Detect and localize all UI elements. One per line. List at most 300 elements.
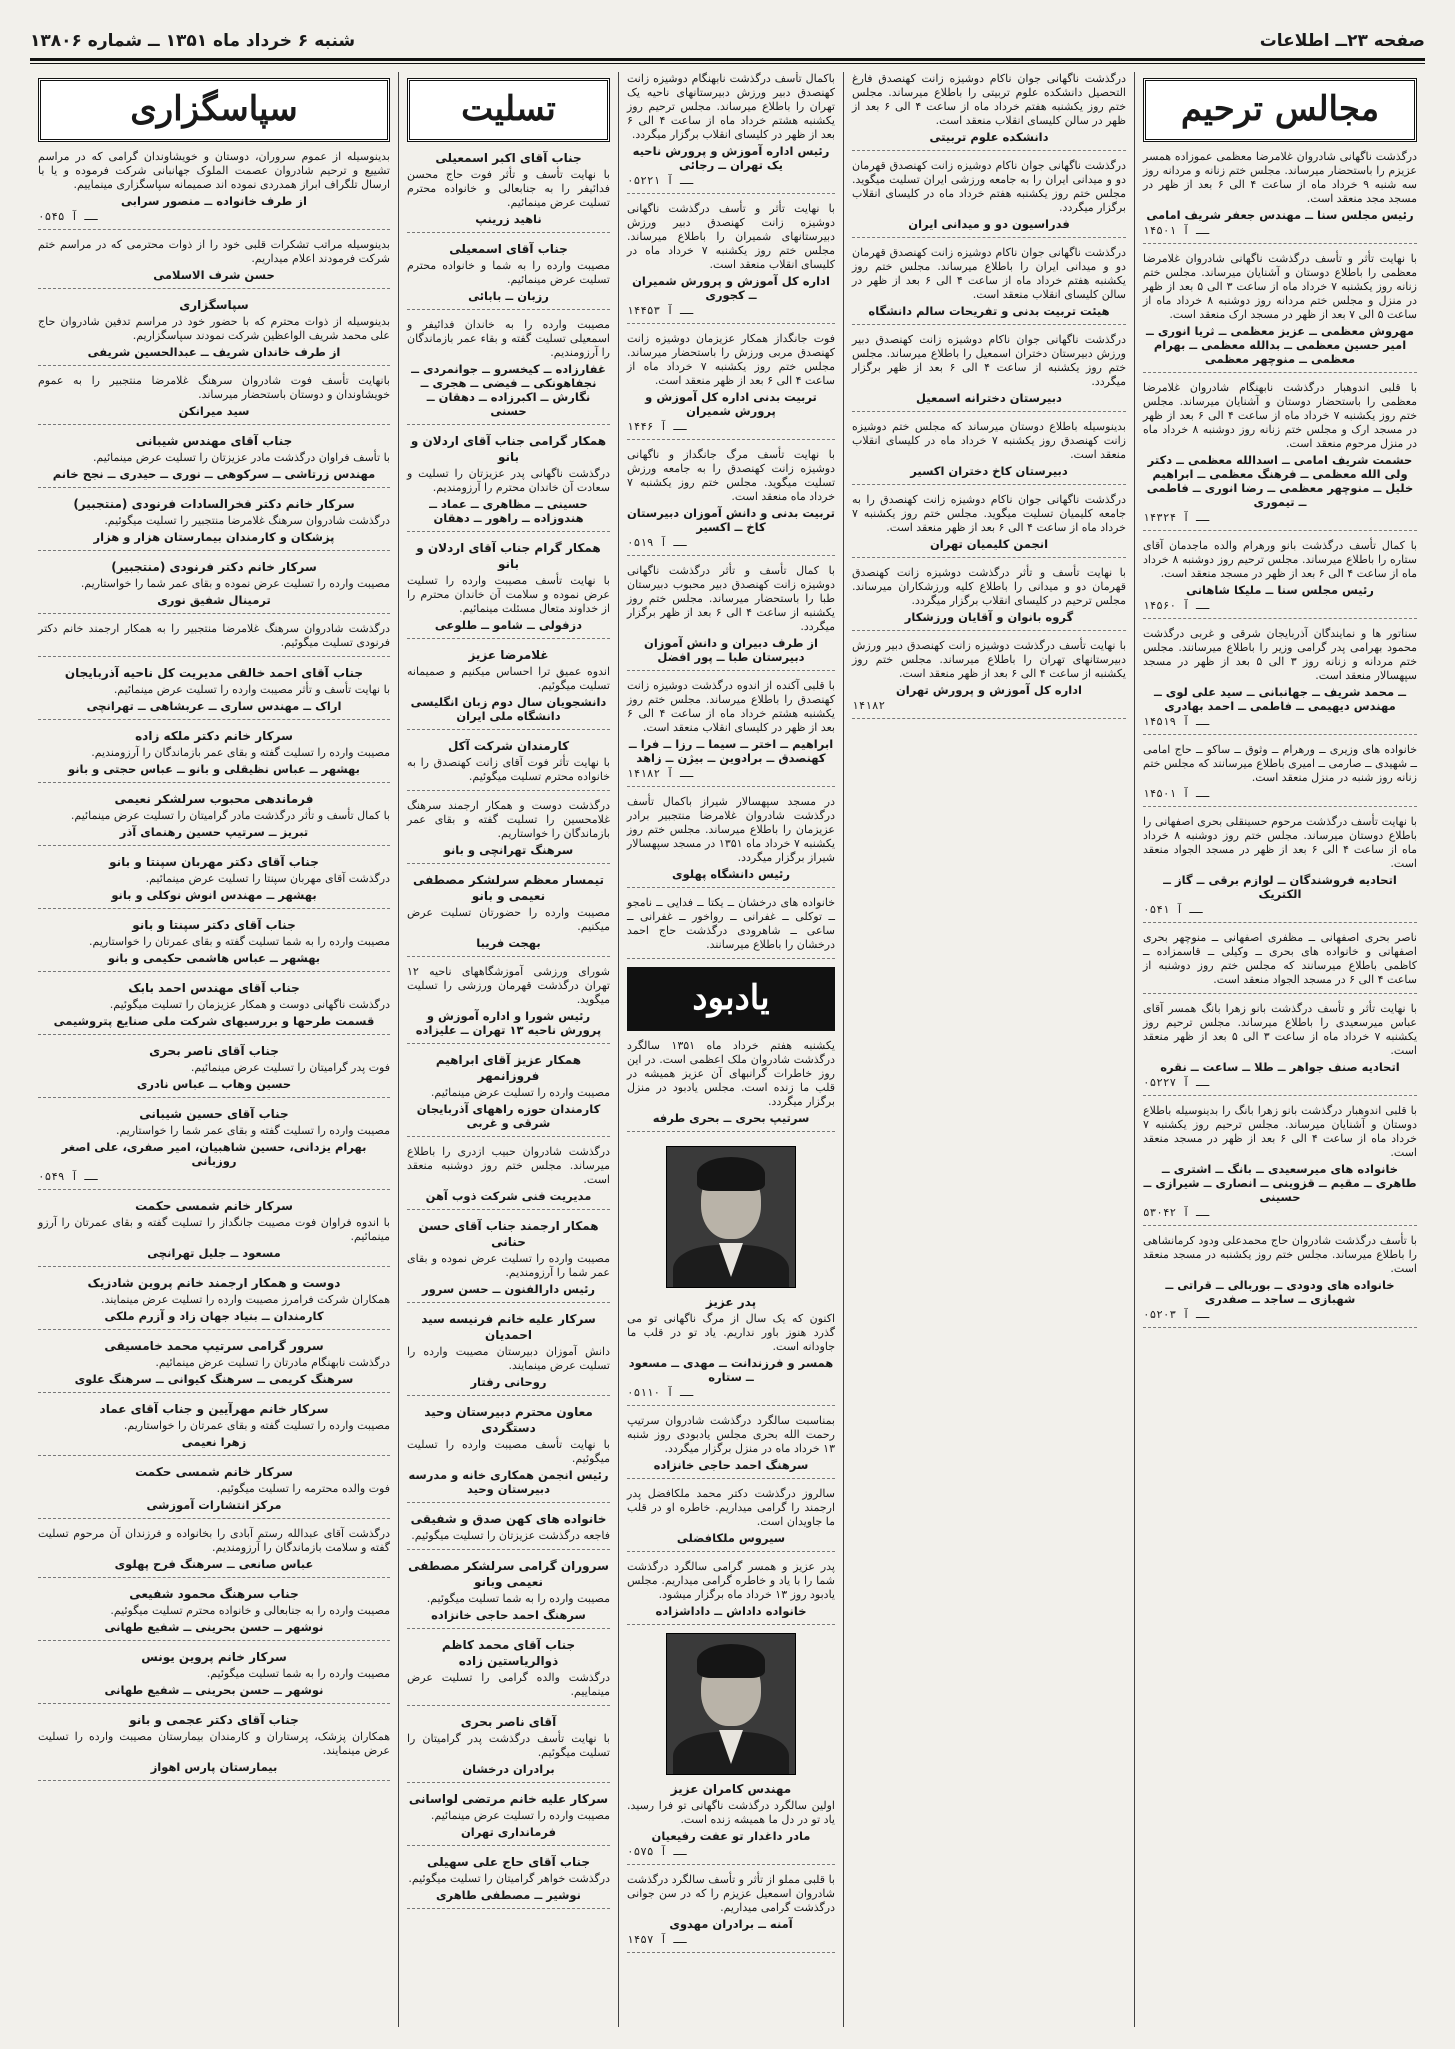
notice-title: تیمسار معظم سرلشکر مصطفی نعیمی و بانو [412,873,605,903]
notice-title: سرکار خانم مهرآیین و جناب آقای عماد [99,1402,329,1416]
columns-container [30,72,1425,2027]
notice-signature: حسن شرف الاسلامی [153,268,275,282]
memorial-photo-block [627,1140,835,1294]
column-condolences-a [843,72,1134,2027]
notice-item [852,493,1126,558]
notice-code: ۱۴۳۲۴ ــ آ [1143,511,1210,524]
notice-body: فوت جانگداز همکار عزیزمان دوشیزه زانت کهنصدق مربی ورزش را باستحضار میرساند. مجلس ختم روز یکشنبه ۷ خرداد ماه از ساعت ۴ الی ۶ بعد از ظهر منعقد است. [627,332,835,387]
notice-signature: رئیس انجمن همکاری خانه و مدرسه دبیرستان وحید [408,1468,609,1496]
notice-title: جناب آقای اکبر اسمعیلی [435,151,582,165]
notice-body: مصیبت وارده را به شما تسلیت میگوئیم. [426,1592,610,1605]
notice-item [627,896,835,959]
notice-body: درگذشت ناگهانی جوان ناکام دوشیزه زانت کهنصدق فارغ التحصیل دانشکده علوم تربیتی را باطلاع میرساند. مجلس ختم روز یکشنبه هفتم خرداد ماه از ساعت ۴ الی ۶ بعد از ظهر در سالن کلیسای انقلاب منعقد است. [852,72,1126,127]
notice-signature: دانشکده علوم تربیتی [929,130,1049,144]
notice-signature: مهندس زرتاشی ــ سرکوهی ــ نوری ــ حیدری ــ نجح خانم [52,467,376,481]
notice-item [38,980,390,1035]
notice-body: مصیبت وارده را حضورتان تسلیت عرض میکنیم. [407,906,610,933]
notice-body: با نهایت تأثر فوت آقای زانت کهنصدق را به خانواده محترم تسلیت میگوئیم. [407,756,610,783]
notice-signature: دانشجویان سال دوم زبان انگلیسی دانشگاه ملی ایران [410,695,607,723]
notice-body: پدر عزیز و همسر گرامی سالگرد درگذشت شما را با یاد و خاطره گرامی میداریم. مجلس یادبود روز ۱۳ خرداد ماه برگزار میشود. [627,1560,835,1601]
notice-body: دانش آموزان دبیرستان مصیبت وارده را تسلیت عرض مینمایند. [407,1345,610,1372]
notice-body: خانواده های درخشان ــ یکتا ــ فدایی ــ نامجو ــ توکلی ــ غفرانی ــ رواخور ــ غفرانی ــ ساعی ــ شاهرودی درگذشت حاج احمد درخشان را باطلاع میرسانند. [627,896,835,951]
notice-item [1143,381,1417,531]
notice-signature: پزشکان و کارمندان بیمارستان هزار و هزار [93,530,335,544]
notice-signature: سرهنگ احمد حاجی خانزاده [431,1608,586,1622]
notice-body: خانواده های وزیری ــ ورهرام ــ وثوق ــ ساکو ــ حاج امامی ــ شهیدی ــ صارمی ــ امیری باطلاع میرسانند که مجلس ختم زنانه روز شنبه در منزل منعقد است. [1143,743,1417,784]
section-banner-remembrance: یادبود [627,967,835,1031]
column-condolences [398,72,618,2027]
notice-code: ۱۴۱۸۲ ــ آ [627,767,694,780]
column-notices-memorial [618,72,843,2027]
notice-signature: تبریز ــ سرتیپ حسین رهنمای آذر [119,825,309,839]
notice-body: مصیبت وارده را تسلیت گفته و بقای عمرتان را خواستاریم. [123,1419,390,1432]
notice-signature: گروه بانوان و آقایان ورزشکار [904,610,1074,624]
header-rule [30,58,1425,61]
notice-code: ۱۴۵۶۰ ــ آ [1143,599,1210,612]
notice-item [38,622,390,657]
section-banner-memorial-services: مجالس ترحیم [1143,78,1417,142]
notice-body: مصیبت وارده را تسلیت عرض مینمائیم. [430,1086,610,1099]
notice-item [407,150,610,233]
notice-item [627,72,835,194]
notice-item [627,202,835,324]
notice-list [1143,150,1417,1328]
notice-signature: اتحادیه صنف جواهر ــ طلا ــ ساعت ــ نقره [1160,1060,1400,1074]
notice-item [407,1511,610,1550]
notice-body: درگذشت ناگهانی شادروان غلامرضا معظمی عموزاده همسر عزیزم را باستحضار میرساند. مجلس ختم زنانه و مردانه روز سه شنبه ۹ خرداد ماه از ساعت ۴ الی ۶ بعد از ظهر در مسجد مجد منعقد است. [1143,150,1417,205]
notice-title: جناب آقای دکتر سپنتا و بانو [132,918,296,932]
notice-item [852,566,1126,631]
notice-signature: دزفولی ــ شامو ــ طلوعی [434,618,583,632]
notice-item [407,1218,610,1303]
notice-code: ۰۵۲۰۳ ــ آ [1143,1308,1210,1321]
notice-list [407,150,610,1909]
notice-signature: نوشهر ــ حسن بحرینی ــ شفیع طهانی [104,1683,324,1697]
notice-item [407,1637,610,1706]
notice-title: دوست و همکار ارجمند خانم پروین شادزیک [87,1276,341,1290]
notice-title: جناب آقای دکتر مهربان سپنتا و بانو [109,855,319,869]
notice-title: سرکار خانم شمسی حکمت [135,1465,293,1479]
notice-signature: تربیت بدنی و دانش آموزان دبیرستان کاخ ــ اکسیر [626,506,835,534]
notice-item [407,1145,610,1210]
notice-body: با قلبی اندوهبار درگذشت بانو زهرا بانگ را بدینوسیله باطلاع دوستان و آشنایان میرساند. مجلس ترحیم روز یکشنبه ۷ خرداد ماه از ساعت ۴ الی ۶ بعد از ظهر در مسجد منعقد است. [1143,1104,1417,1159]
notice-signature: دبیرستان دخترانه اسمعیل [916,391,1062,405]
notice-title: جناب آقای دکتر عجمی و بانو [129,1713,299,1727]
notice-item [1143,931,1417,994]
notice-body: مصیبت وارده را به شما و خانواده محترم تسلیت عرض مینمائیم. [407,259,610,286]
notice-title: پدر عزیز [705,1295,757,1309]
notice-signature: حسین وهاب ــ عباس نادری [136,1077,292,1091]
notice-body: فوت پدر گرامیتان را تسلیت عرض مینمائیم. [190,1061,390,1074]
notice-signature: مرکز انتشارات آموزشی [146,1498,282,1512]
notice-signature: رئیس دانشگاه پهلوی [672,867,790,881]
notice-item [852,159,1126,238]
issue-date: شنبه ۶ خرداد ماه ۱۳۵۱ ــ شماره ۱۳۸۰۶ [30,31,356,51]
notice-body: با کمال تأسف و تأثر درگذشت مادر گرامیتان را تسلیت عرض مینمائیم. [70,809,390,822]
notice-signature: بهرام یزدانی، حسین شاهبیان، امیر صفری، علی اصغر روزبانی [61,1140,367,1168]
notice-body: بدینوسیله باطلاع دوستان میرساند که مجلس ختم دوشیزه زانت کهنصدق روز یکشنبه ۷ خرداد ماه در کلیسای انقلاب منعقد است. [852,420,1126,461]
notice-item [852,246,1126,325]
notice-item [38,1275,390,1330]
notice-signature: اتحادیه فروشندگان ــ لوازم برقی ــ گاز ــ الکتریک [1163,873,1397,901]
notice-item [407,738,610,791]
notice-code: ۱۴۵۱۹ ــ آ [1143,715,1210,728]
notice-title: جناب آقای حسین شیبانی [139,1107,289,1121]
notice-signature: بیمارستان پارس اهواز [150,1760,278,1774]
notice-title: سرکار خانم دکتر فرنودی (منتجبیر) [111,560,317,574]
notice-title: جناب آقای اسمعیلی [449,242,568,256]
notice-code: ۱۴۵۷ ــ آ [627,1933,687,1946]
notice-title: همکار گرام جناب آقای اردلان و بانو [416,541,601,571]
notice-body: با نهایت تأسف و تأثر درگذشت دوشیزه زانت کهنصدق قهرمان دو و میدانی را باطلاع کلیه ورزشکاران میرساند. مجلس ترحیم در کلیسای انقلاب برگزار میگردد. [852,566,1126,607]
notice-body: بانهایت تأسف فوت شادروان سرهنگ غلامرضا منتجبیر را به عموم خویشاوندان و دوستان باستحضار میرساند. [38,374,390,401]
notice-title: سرکار علیه خانم فرنیسه سید احمدیان [421,1312,596,1342]
notice-item [627,795,835,888]
notice-item [407,647,610,730]
portrait-photo-2 [666,1633,796,1775]
notice-body: با قلبی اندوهبار درگذشت نابهنگام شادروان غلامرضا معظمی را باستحضار دوستان و آشنایان میرساند. مجلس ختم روز یکشنبه ۷ خرداد ماه از ساعت ۴ الی ۶ بعد از ظهر در مسجد ارک و مجلس ختم زنانه روز دوشنبه ۸ خرداد ماه در منزل مرحوم منعقد است. [1143,381,1417,450]
notice-signature: حسینی ــ مظاهری ــ عماد ــ هندوزاده ــ راهور ــ دهقان [429,497,588,525]
notice-item [407,1558,610,1629]
notice-signature: رئیس دارالفنون ــ حسن سرور [421,1282,596,1296]
notice-title: سرکار خانم شمسی حکمت [135,1199,293,1213]
notice-item [627,1487,835,1552]
notice-title: جناب آقای مهندس احمد بابک [128,981,300,995]
notice-body: با نهایت تأسف درگذشت مرحوم حسینقلی بحری اصفهانی را باطلاع دوستان میرساند. مجلس ختم روز دوشنبه ۸ خرداد ماه از ساعت ۴ الی ۶ بعد از ظهر در مسجد الجواد منعقد است. [1143,815,1417,870]
notice-signature: کارمندان حوزه راههای آذربایجان شرقی و غربی [416,1102,601,1130]
notice-signature: مهروش معظمی ــ عزیز معظمی ــ ثریا انوری ــ امیر حسین معظمی ــ بدالله معظمی ــ بهرام معظمی ــ منوچهر معظمی [1145,324,1415,366]
notice-body: با نهایت تأثر و تأسف درگذشت بانو زهرا بانگ همسر آقای عباس میرسعیدی را باطلاع میرساند. مجلس ترحیم روز یکشنبه ۷ خرداد ماه از ساعت ۳ الی ۵ بعد از ظهر منعقد است. [1143,1002,1418,1057]
notice-item [852,420,1126,485]
notice-code: ۱۴۵۰۱ ــ آ [1143,787,1210,800]
notice-signature: سرهنگ تهرانچی و بانو [443,843,574,857]
notice-item [407,540,610,639]
notice-item [627,448,835,556]
notice-item [627,332,835,440]
notice-item [38,150,390,230]
notice-body: اولین سالگرد درگذشت ناگهانی تو فرا رسید. یاد تو در دل ما همیشه زنده است. [627,1799,835,1826]
portrait-photo [666,1146,796,1288]
notice-body: همکاران پزشک، پرستاران و کارمندان بیمارستان مصیبت وارده را تسلیت عرض مینمایند. [38,1730,390,1757]
notice-signature: رئیس مجلس سنا ــ مهندس جعفر شریف امامی [1146,208,1414,222]
notice-code: ۱۴۵۰۱ ــ آ [1143,224,1210,237]
notice-code: ۰۵۴۵ ــ آ [38,210,98,223]
notice-signature: سرهنگ کریمی ــ سرهنگ کیوانی ــ سرهنگ علوی [74,1372,354,1386]
notice-signature: عباس صانعی ــ سرهنگ فرح پهلوی [114,1557,314,1571]
notice-item [1143,1234,1417,1328]
notice-item [38,1043,390,1098]
notice-body: فوت والده محترمه را تسلیت میگوئیم. [216,1482,390,1495]
header-rule-thin [30,63,1425,64]
notice-body: سناتور ها و نمایندگان آذربایجان شرقی و غربی درگذشت محمود بهرامی پدر گرامی وزیر را باطلاع میرسانند. مجلس ختم مردانه و زنانه روز ۳ الی ۵ بعد از ظهر در مسجد سپهسالار منعقد است. [1143,627,1417,682]
notice-signature: ناهید زرینپ [475,212,542,226]
notice-item [407,799,610,864]
notice-item [38,1338,390,1393]
notice-item [1143,1104,1417,1226]
notice-signature: کارمندان ــ بنیاد جهان زاد و آزرم ملکی [104,1309,324,1323]
notice-item [1143,1002,1417,1096]
notice-body: درگذشت نابهنگام مادرتان را تسلیت عرض مینمائیم. [155,1356,390,1369]
notice-code: ۱۴۱۸۲ [852,699,886,712]
notice-item [38,1401,390,1456]
notice-body: مصیبت وارده را تسلیت گفته و بقای عمر بازماندگان را آرزومندیم. [91,746,390,759]
notice-body: ناصر بحری اصفهانی ــ مظفری اصفهانی ــ منوچهر بحری اصفهانی و خانواده های بحری ــ وکیلی ــ قاسمزاده ــ کاظمی باطلاع میرسانند که مجلس ختم روز دوشنبه از ساعت ۴ الی ۶ در مسجد الجواد منعقد است. [1143,931,1417,986]
photo-caption [627,1294,835,1406]
notice-item [38,917,390,972]
notice-item [38,433,390,488]
notice-code: ۱۴۴۶ ــ آ [627,420,687,433]
notice-item [407,872,610,957]
notice-body: درگذشت آقای مهربان سپنتا را تسلیت عرض مینمائیم. [145,872,390,885]
notice-title: جناب آقای احمد خالقی مدیریت کل ناحیه آذربایجان [64,666,364,680]
notice-body: اندوه عمیق ترا احساس میکنیم و صمیمانه تسلیت میگوئیم. [407,665,610,692]
page-header [30,28,1425,54]
notice-item [38,791,390,846]
notice-body: درگذشت شادروان سرهنگ غلامرضا منتجبیر را تسلیت میگوئیم. [104,514,390,527]
notice-item [407,1052,610,1137]
section-banner-condolences: تسلیت [407,78,610,142]
notice-title: مهندس کامران عزیز [670,1782,792,1796]
notice-signature: مدیریت فنی شرکت ذوب آهن [425,1189,592,1203]
notice-item [407,433,610,532]
notice-signature: حشمت شریف امامی ــ اسدالله معظمی ــ دکتر ولی الله معظمی ــ فرهنگ معظمی ــ ابراهیم خلیل ــ منوچهر معظمی ــ رضا انوری ــ فاطمی ــ تیموری [1146,453,1414,509]
notice-body: با قلبی آکنده از اندوه درگذشت دوشیزه زانت کهنصدق را باطلاع میرساند. مجلس ختم روز یکشنبه هشتم خرداد ماه از ساعت ۴ الی ۶ بعد از ظهر در کلیسای انقلاب منعقد است. [627,679,835,734]
notice-body: با نهایت تأسف و تأثر مصیبت وارده را تسلیت عرض مینمائیم. [113,683,390,696]
notice-item [38,559,390,614]
notice-signature: مسعود ــ جلیل تهرانچی [147,1246,281,1260]
notice-body: درگذشت ناگهانی جوان ناکام دوشیزه زانت کهنصدق قهرمان دو و میدانی ایران را باطلاع میرساند. مجلس ختم روز یکشنبه هفتم خرداد ماه از ساعت ۴ الی ۶ بعد از ظهر در سالن کلیسای انقلاب منعقد است. [852,246,1126,301]
notice-body: با نهایت تأسف درگذشت دوشیزه زانت کهنصدق دبیر ورزش دبیرستانهای تهران را باطلاع میرساند. مجلس ختم روز یکشنبه از ساعت ۴ الی ۶ بعد از ظهر منعقد است. [852,639,1126,680]
notice-signature: خانواده داداش ــ داداشزاده [655,1604,807,1618]
notice-title: سرکار خانم پروین یونس [141,1650,287,1664]
notice-body: با نهایت تأسف درگذشت پدر گرامیتان را تسلیت میگوئیم. [407,1732,610,1759]
notice-item [38,1198,390,1267]
notice-code: ۵۳۰۴۲ ــ آ [1143,1206,1210,1219]
notice-list [627,1414,835,1625]
notice-signature: فرمانداری تهران [460,1825,556,1839]
notice-code: ۰۵۱۹ ــ آ [627,536,687,549]
notice-item [852,72,1126,151]
notice-item [38,665,390,720]
notice-signature: بهشهر ــ مهندس انوش نوکلی و بانو [111,888,317,902]
notice-item [407,1791,610,1846]
notice-item [38,1586,390,1641]
notice-item [407,965,610,1044]
notice-title: همکار ارجمند جناب آقای حسن حنانی [418,1219,599,1249]
notice-body: سالروز درگذشت دکتر محمد ملکافضل پدر ارجمند را گرامی میداریم. خاطره او در قلب ما جاویدان است. [627,1487,835,1528]
notice-item [1143,539,1417,619]
notice-item [627,564,835,671]
notice-code: ۰۵۴۹ ــ آ [38,1170,98,1183]
notice-signature: ابراهیم ــ اختر ــ سیما ــ رزا ــ فرا ــ کهنصدق ــ برادوین ــ بیژن ــ زاهد [628,737,834,765]
column-gratitude [30,72,398,2027]
notice-signature: از طرف خانواده ــ منصور سرابی [121,194,307,208]
notice-item [627,1873,835,1953]
notice-item [852,639,1126,719]
notice-body: درگذشت ناگهانی دوست و همکار عزیزمان را تسلیت میگوئیم. [109,998,390,1011]
notice-item [1143,252,1417,373]
notice-title: غلامرضا عزیز [468,648,549,662]
notice-body: با کمال تأسف درگذشت بانو ورهرام والده ماجدمان آقای ستاره را باطلاع میرساند. مجلس ترحیم روز دوشنبه ۸ خرداد ماه از ساعت ۴ الی ۶ بعد از ظهر در مسجد منعقد است. [1143,539,1417,580]
notice-item [627,679,835,787]
notice-item [627,1414,835,1479]
notice-body: با اندوه فراوان فوت مصیبت جانگداز را تسلیت گفته و بقای عمرتان را آرزو مینمائیم. [38,1216,390,1243]
notice-item [852,333,1126,412]
notice-signature: مادر داغدار تو عفت رفیعیان [651,1829,811,1843]
notice-title: سروران گرامی سرلشکر مصطفی نعیمی وبانو [408,1559,609,1589]
notice-signature: تربیت بدنی اداره کل آموزش و پرورش شمیران [645,390,817,418]
notice-body: یکشنبه هفتم خرداد ماه ۱۳۵۱ سالگرد درگذشت شادروان ملک اعظمی است. در این روز خاطرات گرانبهای آن عزیز همیشه در قلب ما زنده است. مجلس یادبود در منزل برگزار میگردد. [627,1039,835,1108]
notice-signature: آمنه ــ برادران مهدوی [669,1917,793,1931]
notice-body: مصیبت وارده را به شما تسلیت میگوئیم. [206,1667,390,1680]
notice-body: بدینوسیله از ذوات محترم که با حضور خود در مراسم تدفین شادروان حاج علی محمد شریف الواعظین شرکت نمودند سپاسگزاریم. [38,315,390,342]
notice-body: بمناسبت سالگرد درگذشت شادروان سرتیپ رحمت الله بحری مجلس یادبودی روز شنبه ۱۳ خرداد ماه در منزل برگزار میگردد. [627,1414,835,1455]
notice-body: با تأسف فراوان درگذشت مادر عزیزتان را تسلیت عرض مینمائیم. [92,451,390,464]
notice-body: با قلبی مملو از تأثر و تأسف سالگرد درگذشت شادروان اسمعیل عزیزم را که در سن جوانی درگذشت گرامی میداریم. [627,1873,835,1914]
notice-signature: اداره کل آموزش و پرورش تهران [895,683,1082,697]
notice-signature: سیروس ملکافضلی [676,1531,786,1545]
notice-body: مصیبت وارده را به خاندان فدائیفر و اسمعیلی تسلیت گفته و بقاء عمر بازماندگان را آرزومندیم. [407,318,610,359]
notice-item [407,1404,610,1503]
notice-body: با نهایت تأسف مرگ جانگداز و ناگهانی دوشیزه زانت کهنصدق را به جامعه ورزش تسلیت میگوید. مجلس ختم روز یکشنبه ۷ خرداد ماه منعقد است. [627,448,835,503]
notice-item [38,238,390,289]
notice-signature: انجمن کلیمیان تهران [929,537,1049,551]
notice-body: بدینوسیله مراتب تشکرات قلبی خود را از ذوات محترمی که در مراسم ختم شرکت فرمودند اعلام میداریم. [38,238,390,265]
notice-signature: سید میرانکن [178,404,250,418]
notice-signature: دبیرستان کاخ دختران اکسیر [910,464,1068,478]
notice-item [38,1649,390,1704]
notice-item [38,374,390,425]
notice-title: سرکار خانم دکتر ملکه زاده [135,729,293,743]
notice-body: مصیبت وارده را به جنابعالی و خانواده محترم تسلیت میگوئیم. [110,1604,390,1617]
column-memorial-services [1134,72,1425,2027]
notice-body: درگذشت ناگهانی پدر عزیزتان را تسلیت و سعادت آن خاندان محترم را آرزومندیم. [407,467,610,494]
notice-code: ۰۵۱۱۰ ــ آ [627,1386,694,1399]
notice-signature: قسمت طرحها و بررسیهای شرکت ملی صنایع پتروشیمی [53,1014,375,1028]
notice-item [1143,743,1417,807]
notice-item [38,728,390,783]
notice-body: درگذشت والده گرامی را تسلیت عرض مینماییم. [407,1671,610,1698]
notice-body: با نهایت تأسف مصیبت وارده را تسلیت میگوئیم. [407,1438,610,1465]
notice-signature: ترمینال شفیق نوری [157,593,271,607]
notice-code: ۱۴۴۵۳ ــ آ [627,304,694,317]
notice-signature: رئیس شورا و اداره آموزش و پرورش ناحیه ۱۳ تهران ــ علیزاده [415,1009,602,1037]
notice-title: جناب آقای حاج علی سهیلی [427,1855,590,1869]
notice-body: با نهایت تأثر و تأسف درگذشت ناگهانی شادروان غلامرضا معظمی را باطلاع دوستان و آشنایان میرساند. مجلس ختم زنانه روز یکشنبه ۷ خرداد ماه از ساعت ۳ الی ۵ بعد از ظهر در منزل و مجلس ختم مردانه روز دوشنبه ۸ خرداد ماه از ساعت ۵ الی ۷ بعد از ظهر در مسجد ارک منعقد است. [1143,252,1417,321]
notice-item [1143,815,1417,923]
notice-item [38,1464,390,1519]
notice-signature: خانواده های میرسعیدی ــ بانگ ــ اشتری ــ طاهری ــ مقیم ــ قزوینی ــ انصاری ــ شیرازی ــ حسینی [1143,1162,1417,1204]
notice-body: درگذشت ناگهانی جوان ناکام دوشیزه زانت کهنصدق قهرمان دو و میدانی ایران را به جامعه ورزشی ایران تسلیت میگوید. مجلس ختم روز یکشنبه هفتم خرداد ماه در کلیسای انقلاب برگزار میگردد. [852,159,1126,214]
notice-title: سرور گرامی سرتیپ محمد خامسیقی [104,1339,324,1353]
notice-item [1143,627,1417,735]
notice-body: مصیبت وارده را تسلیت عرض مینمائیم. [430,1809,610,1822]
notice-body: درگذشت ناگهانی جوان ناکام دوشیزه زانت کهنصدق دبیر ورزش دبیرستان دختران اسمعیل را باطلاع میرساند. مجلس ختم روز یکشنبه از ساعت ۴ الی ۶ بعد از ظهر برگزار میگردد. [852,333,1126,388]
notice-body: بدینوسیله از عموم سروران، دوستان و خویشاوندان گرامی که در مراسم تشییع و ترحیم شادروان عصمت الملوک جهانبانی شرکت فرموده و یا با ارسال تلگراف ابراز همدردی نموده اند صمیمانه سپاسگزاری مینماییم. [38,150,390,191]
notice-item [38,1527,390,1578]
notice-code: ۰۵۲۲۷ ــ آ [1143,1076,1210,1089]
memorial-notice [627,1039,835,1132]
notice-title: آقای ناصر بحری [460,1715,557,1729]
notice-item [38,1712,390,1781]
notice-body: درگذشت ناگهانی جوان ناکام دوشیزه زانت کهنصدق را به جامعه کلیمیان تسلیت میگوید. مجلس ختم روز یکشنبه ۷ خرداد ماه از ساعت ۴ الی ۶ بعد از ظهر منعقد است. [852,493,1126,534]
notice-signature: فدراسیون دو و میدانی ایران [908,217,1070,231]
notice-signature: سرهنگ احمد حاجی خانزاده [653,1458,809,1472]
notice-body: همکاران شرکت فرامرز مصیبت وارده را تسلیت عرض مینمایند. [100,1293,390,1306]
notice-body: باکمال تأسف درگذشت نابهنگام دوشیزه زانت کهنصدق دبیر ورزش دبیرستانهای ناحیه یک تهران را باطلاع میرساند. مجلس ترحیم روز یکشنبه هشتم خرداد ماه از ساعت ۴ الی ۶ بعد از ظهر در کلیسای انقلاب برگزار میگردد. [627,72,835,141]
notice-signature: همسر و فرزندانت ــ مهدی ــ مسعود ــ ستاره [628,1356,834,1384]
notice-title: جناب آقای محمد کاظم ذوالریاستین زاده [441,1638,576,1668]
notice-signature: سرتیپ بحری ــ بحری طرفه [652,1111,810,1125]
notice-code: ۰۵۷۵ ــ آ [627,1845,687,1858]
notice-body: درگذشت شادروان سرهنگ غلامرضا منتجبیر را به همکار ارجمند خانم دکتر فرنودی تسلیت میگوئیم. [38,622,390,649]
notice-body: مصیبت وارده را تسلیت عرض نموده و بقای عمر شما را آرزومندیم. [407,1252,610,1279]
notice-body: با نهایت تأسف مصیبت وارده را تسلیت عرض نموده و سلامت آن خاندان محترم را از خداوند متعال مسئلت مینمائیم. [407,574,610,615]
notice-body: شورای ورزشی آموزشگاههای ناحیه ۱۲ تهران درگذشت قهرمان ورزشی را تسلیت میگوید. [407,965,610,1006]
notice-signature: اداره کل آموزش و پرورش شمیران ــ کجوری [632,274,830,302]
notice-item [38,297,390,366]
notice-list [38,150,390,1781]
notice-signature: بهجت فریبا [476,936,541,950]
notice-signature: اراک ــ مهندس ساری ــ عربشاهی ــ تهرانچی [86,699,342,713]
notice-signature: نوشیر ــ مصطفی طاهری [436,1888,581,1902]
notice-body: مصیبت وارده را به شما تسلیت گفته و بقای عمرتان را خواستاریم. [89,935,390,948]
notice-code: ۰۵۲۲۱ ــ آ [627,174,694,187]
notice-title: جناب سرهنگ محمود شفیعی [129,1587,299,1601]
notice-signature: برادران درخشان [462,1762,555,1776]
notice-signature: نوشهر ــ حسن بحرینی ــ شفیع طهانی [104,1620,324,1634]
notice-body: با کمال تأسف و تأثر درگذشت ناگهانی دوشیزه زانت کهنصدق دبیر محبوب دبیرستان طبا را باستحضار میرساند. مجلس ختم روز یکشنبه از ساعت ۴ الی ۶ بعد از ظهر برگزار میگردد. [627,564,835,633]
notice-signature: بهشهر ــ عباس هاشمی حکیمی و بانو [107,951,321,965]
page-label: صفحه ۲۳ــ اطلاعات [1259,31,1425,51]
notice-signature: رئیس اداره آموزش و پرورش ناحیه یک تهران ــ رجائی [632,144,830,172]
notice-item [38,854,390,909]
notice-body: با نهایت تأثر و تأسف درگذشت ناگهانی دوشیزه زانت کهنصدق دبیر ورزش دبیرستانهای شمیران را باطلاع میرساند. مجلس ختم روز یکشنبه ۷ خرداد ماه در کلیسای انقلاب منعقد است. [627,202,835,271]
section-banner-gratitude: سپاسگزاری [38,78,390,142]
notice-title: معاون محترم دبیرستان وحید دستگردی [424,1405,593,1435]
notice-body: مصیبت وارده را تسلیت عرض نموده و بقای عمر شما را خواستاریم. [80,577,390,590]
notice-item [627,1560,835,1625]
notice-item [407,1854,610,1909]
notice-body: با تأسف درگذشت شادروان حاج محمدعلی ودود کرمانشاهی را باطلاع میرساند. مجلس ختم روز یکشنبه در مسجد منعقد است. [1143,1234,1417,1275]
notice-title: سرکار علیه خانم مرتضی لواسانی [408,1792,609,1806]
notice-signature: خانواده های ودودی ــ بوربالی ــ قراتی ــ شهبازی ــ ساجد ــ صفدری [1165,1278,1395,1306]
notice-signature: ــ محمد شریف ــ جهانبانی ــ سید علی لوی ــ مهندس دیهیمی ــ فاطمی ــ احمد بهادری [1153,685,1407,713]
notice-title: جناب آقای ناصر بحری [149,1044,279,1058]
notice-title: خانواده های کهن صدق و شفیقی [410,1512,607,1526]
notice-body: درگذشت شادروان حبیب ازدری را باطلاع میرساند. مجلس ختم روز دوشنبه منعقد است. [407,1145,610,1186]
notice-body: فاجعه درگذشت عزیزتان را تسلیت میگوئیم. [411,1529,610,1542]
notice-body: مصیبت وارده را تسلیت گفته و بقای عمر شما را خواستاریم. [115,1124,390,1137]
notice-signature: هیئت تربیت بدنی و تفریحات سالم دانشگاه [868,304,1110,318]
notice-code: ۰۵۴۱ ــ آ [1143,903,1203,916]
notice-item [1143,150,1417,244]
notice-body: درگذشت خواهر گرامیتان را تسلیت میگوئیم. [408,1872,610,1885]
notice-title: همکار گرامی جناب آقای اردلان و بانو [410,434,607,464]
notice-signature: روحانی رفتار [470,1375,547,1389]
notice-item [407,241,610,310]
notice-body: در مسجد سپهسالار شیراز باکمال تأسف درگذشت شادروان غلامرضا منتجبیر برادر عزیزمان را باطلاع میرساند. مجلس ختم روز یکشنبه ۷ خرداد ماه ۱۳۵۱ در مسجد سپهسالار شیراز برگزار میگردد. [627,795,836,864]
notice-signature: زهرا نعیمی [181,1435,247,1449]
notice-body: اکنون که یک سال از مرگ ناگهانی تو می گذرد هنوز باور نداریم. یاد تو در قلب ما جاودانه است. [627,1312,835,1353]
notice-signature: رزبان ــ بابائی [468,289,549,303]
notice-title: کارمندان شرکت آکل [447,739,570,753]
notice-signature: بهشهر ــ عباس نظیقلی و بانو ــ عباس حجتی و بانو [68,762,360,776]
notice-body: درگذشت دوست و همکار ارجمند سرهنگ غلامحسین را تسلیت گفته و بقای عمر بازماندگان را خواستاریم. [407,799,610,840]
notice-signature: رئیس مجلس سنا ــ ملیکا شاهانی [1186,583,1374,597]
notice-title: جناب آقای مهندس شیبانی [135,434,293,448]
notice-signature: از طرف خاندان شریف ــ عبدالحسین شریفی [87,345,341,359]
